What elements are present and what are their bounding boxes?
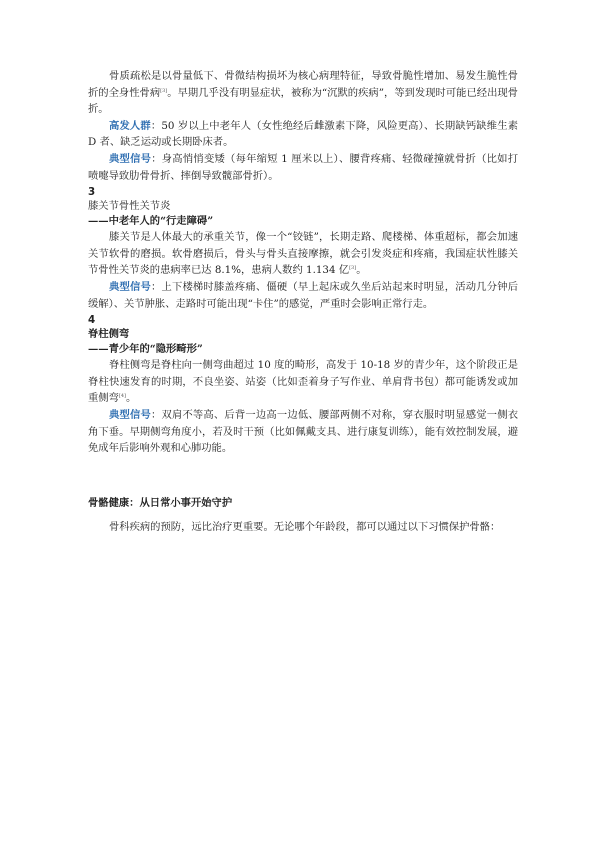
text: 骨质疏松是以骨量低下、骨微结构损坏为核心病理特征，导致骨脆性增加、易发生脆性骨折的全身性骨病 <box>88 70 518 99</box>
document-page <box>88 68 518 535</box>
signal-label: 典型信号 <box>109 152 152 165</box>
knee-signal <box>88 279 518 312</box>
citation: [3] <box>160 87 168 94</box>
text: 。 <box>356 264 367 277</box>
spacer <box>88 457 518 495</box>
health-intro: 骨科疾病的预防，远比治疗更重要。无论哪个年龄段，都可以通过以下习惯保护骨骼： <box>109 520 501 533</box>
citation: [3] <box>349 265 357 272</box>
text: 。 <box>125 392 137 405</box>
scoliosis-signal <box>88 407 518 457</box>
section-subtitle: ——中老年人的“行走障碍” <box>88 215 214 228</box>
text: ：50 岁以上中老年人（女性绝经后雌激素下降，风险更高）、长期缺钙缺维生素 D 者、缺乏运动或长期卧床者。 <box>88 119 518 149</box>
osteoporosis-signal <box>88 151 518 184</box>
citation: [4] <box>118 393 126 400</box>
text: 脊柱侧弯是脊柱向一侧弯曲超过 10 度的畸形，高发于 10-18 岁的青少年，这个阶段正是脊柱快速发育的时期，不良坐姿、站姿（比如歪着身子写作业、单肩背书包）都可能诱发或加重侧弯 <box>88 359 518 405</box>
text: ：上下楼梯时膝盖疼痛、僵硬（早上起床或久坐后站起来时明显，活动几分钟后缓解）、关节肿胀、走路时可能出现“卡住”的感觉，严重时会影响正常行走。 <box>88 280 518 310</box>
text: 膝关节是人体最大的承重关节，像一个“铰链”，长期走路、爬楼梯、体重超标，都会加速关节软骨的磨损。软骨磨损后，骨头与骨头直接摩擦，就会引发炎症和疼痛，我国症状性膝关节骨性关节炎的患病率已达 8.1%，患病人数约 1.134 亿 <box>88 231 518 277</box>
section-title: 膝关节骨性关节炎 <box>88 200 171 213</box>
signal-label: 典型信号 <box>109 280 151 293</box>
signal-label: 典型信号 <box>109 408 151 421</box>
scoliosis-intro <box>88 357 518 407</box>
text: ：身高悄悄变矮（每年缩短 1 厘米以上）、腰背疼痛、轻微碰撞就骨折（比如打喷嚏导致肋骨骨折、摔倒导致髋部骨折）。 <box>88 152 519 182</box>
osteoporosis-intro <box>88 68 518 118</box>
section-number: 3 <box>88 186 96 199</box>
text: ：双肩不等高、后背一边高一边低、腰部两侧不对称，穿衣服时明显感觉一侧衣角下垂。早期侧弯角度小，若及时干预（比如佩戴支具、进行康复训练），能有效控制发展，避免成年后影响外观和心肺功能。 <box>88 408 518 455</box>
section-number: 4 <box>88 314 96 327</box>
section-subtitle: ——青少年的“隐形畸形” <box>88 343 203 356</box>
risk-label: 高发人群 <box>109 119 151 132</box>
section-title: 脊柱侧弯 <box>88 328 130 341</box>
health-title: 骨骼健康：从日常小事开始守护 <box>88 496 233 509</box>
text: 。早期几乎没有明显症状，被称为“沉默的疾病”，等到发现时可能已经出现骨折。 <box>88 86 519 116</box>
knee-intro <box>88 229 518 279</box>
osteoporosis-risk <box>88 118 518 151</box>
